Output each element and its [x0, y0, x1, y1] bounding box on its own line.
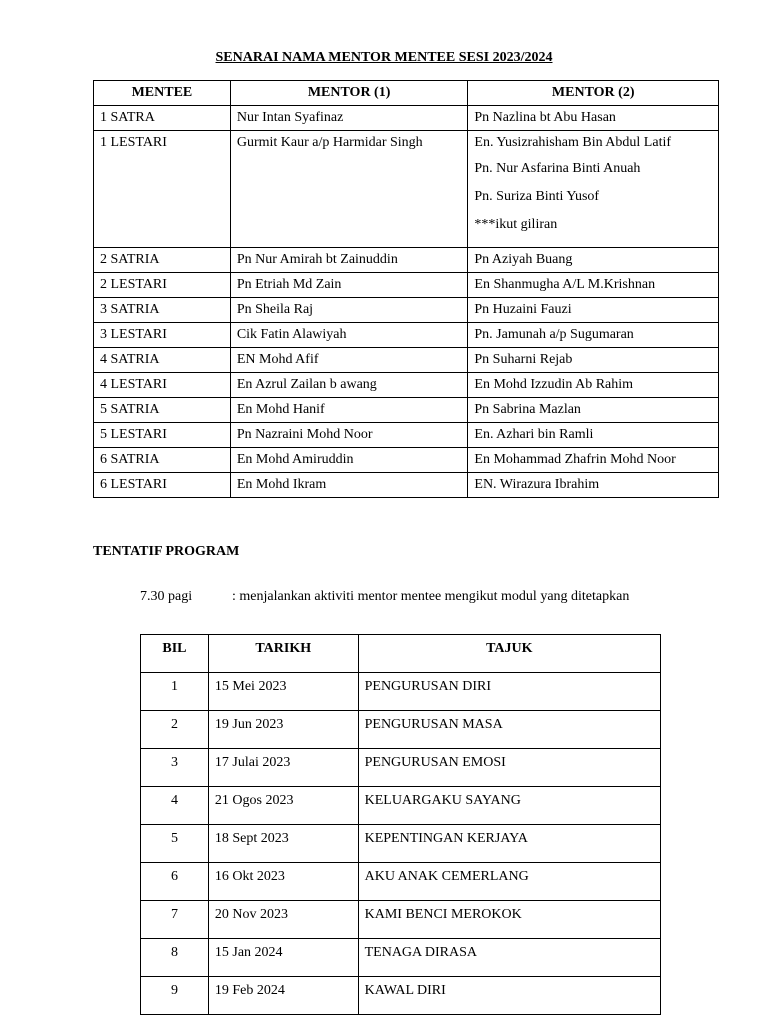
tarikh-cell: 15 Jan 2024 — [208, 939, 358, 977]
table-row — [141, 711, 661, 749]
mentor-2-name: Pn Nazlina bt Abu Hasan — [474, 110, 616, 125]
table-row — [141, 673, 661, 711]
mentee-cell: 6 SATRIA — [94, 448, 231, 473]
mentor-1-cell: En Mohd Amiruddin — [230, 448, 468, 473]
program-table-body — [141, 673, 661, 1015]
mentor-2-name: En. Azhari bin Ramli — [474, 427, 594, 442]
mentee-cell: 1 LESTARI — [94, 131, 231, 248]
mentee-cell: 3 LESTARI — [94, 323, 231, 348]
bil-cell: 5 — [141, 825, 209, 863]
mentor-2-cell — [468, 398, 719, 423]
table-row — [94, 398, 719, 423]
table-row — [94, 473, 719, 498]
tarikh-cell: 18 Sept 2023 — [208, 825, 358, 863]
mentor-2-name: Pn Sabrina Mazlan — [474, 402, 581, 417]
mentor-2-cell — [468, 323, 719, 348]
mentor-mentee-table — [93, 80, 719, 498]
mentor-2-name: En Shanmugha A/L M.Krishnan — [474, 277, 656, 292]
mentor-table-header-row — [94, 81, 719, 106]
bil-cell: 1 — [141, 673, 209, 711]
table-row — [141, 939, 661, 977]
header-bil: BIL — [141, 635, 209, 673]
tarikh-cell: 19 Jun 2023 — [208, 711, 358, 749]
table-row — [141, 863, 661, 901]
mentor-1-cell: En Mohd Ikram — [230, 473, 468, 498]
table-row — [141, 749, 661, 787]
mentor-2-name: En Mohammad Zhafrin Mohd Noor — [474, 452, 676, 467]
mentor-2-name: Pn Suharni Rejab — [474, 352, 573, 367]
tajuk-cell: KAMI BENCI MEROKOK — [358, 901, 660, 939]
program-table — [140, 634, 661, 1015]
tajuk-cell: KEPENTINGAN KERJAYA — [358, 825, 660, 863]
mentor-1-cell: Cik Fatin Alawiyah — [230, 323, 468, 348]
table-row — [141, 825, 661, 863]
table-row — [141, 787, 661, 825]
tarikh-cell: 20 Nov 2023 — [208, 901, 358, 939]
bil-cell: 4 — [141, 787, 209, 825]
tajuk-cell: KELUARGAKU SAYANG — [358, 787, 660, 825]
tarikh-cell: 15 Mei 2023 — [208, 673, 358, 711]
mentee-cell: 4 SATRIA — [94, 348, 231, 373]
tajuk-cell: PENGURUSAN EMOSI — [358, 749, 660, 787]
mentor-1-cell: Nur Intan Syafinaz — [230, 106, 468, 131]
header-tarikh: TARIKH — [208, 635, 358, 673]
mentee-cell: 5 LESTARI — [94, 423, 231, 448]
table-row — [94, 106, 719, 131]
program-schedule-line — [140, 589, 629, 605]
header-tajuk: TAJUK — [358, 635, 660, 673]
mentor-2-cell — [468, 273, 719, 298]
mentor-1-cell: En Mohd Hanif — [230, 398, 468, 423]
mentor-2-cell — [468, 448, 719, 473]
mentor-2-name: Pn. Jamunah a/p Sugumaran — [474, 327, 634, 342]
table-row — [94, 373, 719, 398]
mentor-1-cell: Pn Etriah Md Zain — [230, 273, 468, 298]
table-row — [94, 423, 719, 448]
mentor-2-name: Pn Huzaini Fauzi — [474, 302, 572, 317]
tarikh-cell: 21 Ogos 2023 — [208, 787, 358, 825]
mentor-2-name: ***ikut giliran — [474, 217, 558, 232]
mentor-2-cell — [468, 348, 719, 373]
mentee-cell: 3 SATRIA — [94, 298, 231, 323]
program-table-header-row — [141, 635, 661, 673]
tajuk-cell: TENAGA DIRASA — [358, 939, 660, 977]
mentor-2-name: En Mohd Izzudin Ab Rahim — [474, 377, 634, 392]
tarikh-cell: 16 Okt 2023 — [208, 863, 358, 901]
mentee-cell: 6 LESTARI — [94, 473, 231, 498]
tajuk-cell: KAWAL DIRI — [358, 977, 660, 1015]
mentor-2-cell — [468, 298, 719, 323]
table-row — [94, 298, 719, 323]
mentor-2-cell — [468, 106, 719, 131]
tajuk-cell: AKU ANAK CEMERLANG — [358, 863, 660, 901]
table-row — [141, 977, 661, 1015]
table-row — [94, 348, 719, 373]
mentor-2-name: Pn. Suriza Binti Yusof — [474, 189, 600, 204]
bil-cell: 2 — [141, 711, 209, 749]
table-row — [94, 131, 719, 248]
mentor-2-name: EN. Wirazura Ibrahim — [474, 477, 600, 492]
mentor-table-body — [94, 106, 719, 498]
tarikh-cell: 19 Feb 2024 — [208, 977, 358, 1015]
program-time: 7.30 pagi — [140, 589, 193, 604]
mentor-1-cell: Pn Nazraini Mohd Noor — [230, 423, 468, 448]
mentee-cell: 1 SATRA — [94, 106, 231, 131]
table-row — [141, 901, 661, 939]
bil-cell: 6 — [141, 863, 209, 901]
mentor-2-cell — [468, 473, 719, 498]
mentee-cell: 5 SATRIA — [94, 398, 231, 423]
mentor-1-cell: Pn Sheila Raj — [230, 298, 468, 323]
mentor-2-name: En. Yusizrahisham Bin Abdul Latif — [474, 135, 672, 150]
mentor-1-cell: Pn Nur Amirah bt Zainuddin — [230, 248, 468, 273]
mentee-cell: 4 LESTARI — [94, 373, 231, 398]
mentee-cell: 2 SATRIA — [94, 248, 231, 273]
tajuk-cell: PENGURUSAN DIRI — [358, 673, 660, 711]
mentor-1-cell: EN Mohd Afif — [230, 348, 468, 373]
program-description: : menjalankan aktiviti mentor mentee mengikut modul yang ditetapkan — [232, 589, 630, 604]
table-row — [94, 273, 719, 298]
program-heading: TENTATIF PROGRAM — [93, 544, 240, 559]
table-row — [94, 248, 719, 273]
bil-cell: 7 — [141, 901, 209, 939]
mentee-cell: 2 LESTARI — [94, 273, 231, 298]
table-row — [94, 448, 719, 473]
tarikh-cell: 17 Julai 2023 — [208, 749, 358, 787]
header-mentor-1: MENTOR (1) — [230, 81, 468, 106]
document-title: SENARAI NAMA MENTOR MENTEE SESI 2023/2024 — [215, 50, 553, 65]
mentor-2-name: Pn. Nur Asfarina Binti Anuah — [474, 161, 641, 176]
tajuk-cell: PENGURUSAN MASA — [358, 711, 660, 749]
bil-cell: 9 — [141, 977, 209, 1015]
mentor-2-cell — [468, 373, 719, 398]
mentor-2-cell — [468, 423, 719, 448]
mentor-2-cell — [468, 248, 719, 273]
mentor-2-name: Pn Aziyah Buang — [474, 252, 573, 267]
table-row — [94, 323, 719, 348]
header-mentee: MENTEE — [94, 81, 231, 106]
mentor-1-cell: Gurmit Kaur a/p Harmidar Singh — [230, 131, 468, 248]
bil-cell: 3 — [141, 749, 209, 787]
bil-cell: 8 — [141, 939, 209, 977]
mentor-2-cell — [468, 131, 719, 248]
header-mentor-2: MENTOR (2) — [468, 81, 719, 106]
mentor-1-cell: En Azrul Zailan b awang — [230, 373, 468, 398]
